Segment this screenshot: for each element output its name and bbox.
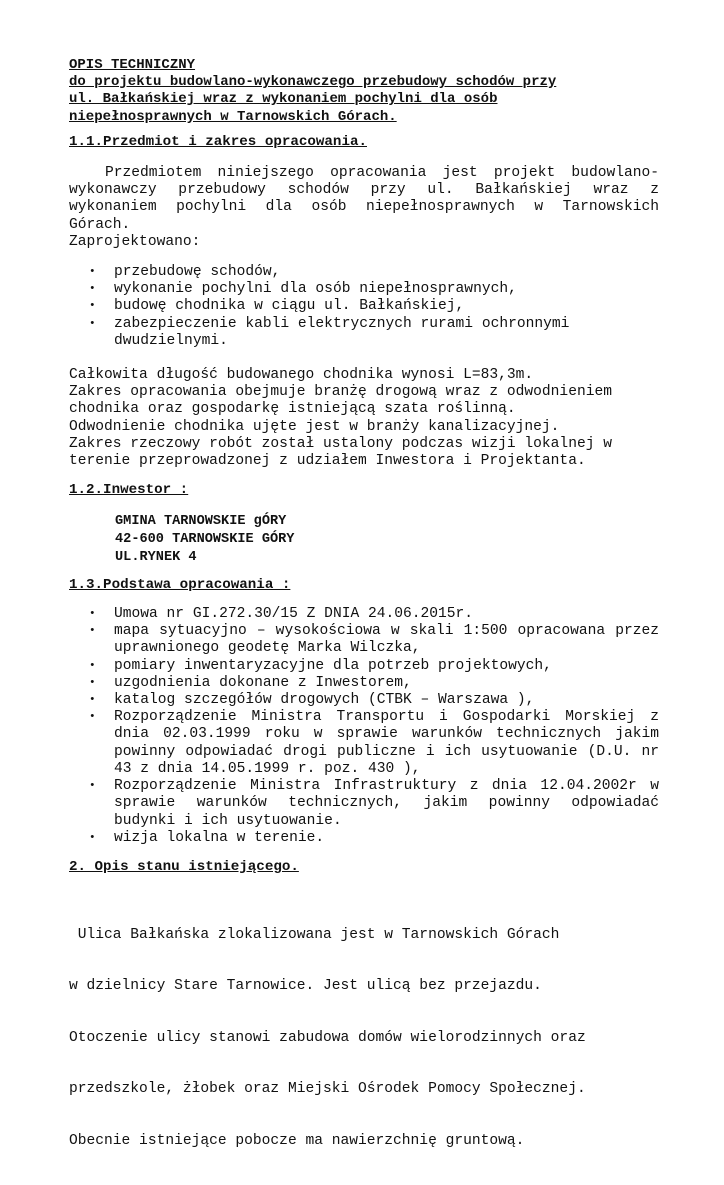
bullet-icon: • <box>89 711 96 724</box>
text-line: w dzielnicy Stare Tarnowice. Jest ulicą bez przejazdu. <box>69 978 542 995</box>
address-line: UL.RYNEK 4 <box>115 550 197 566</box>
bullet-icon: • <box>89 283 96 296</box>
section-heading-2: 2. Opis stanu istniejącego. <box>69 858 299 875</box>
bullet-icon: • <box>89 266 96 279</box>
text-line: Zakres opracowania obejmuje branżę drogową wraz z odwodnieniem chodnika oraz gospodarkę istniejącą szata roślinną. <box>69 384 612 418</box>
document-title <box>69 57 659 126</box>
list-item: • wizja lokalna w terenie. <box>89 829 325 846</box>
text-line: przedszkole, żłobek oraz Miejski Ośrodek Pomocy Społecznej. <box>69 1081 586 1098</box>
section-heading-1-3: 1.3.Podstawa opracowania : <box>69 576 291 593</box>
list-item: • Umowa nr GI.272.30/15 Z DNIA 24.06.2015r. <box>89 606 474 623</box>
list-item: • budowę chodnika w ciągu ul. Bałkańskiej, <box>89 298 465 315</box>
scope-list <box>69 264 659 350</box>
bullet-icon: • <box>89 831 96 844</box>
section-1-1-intro: Przedmiotem niniejszego opracowania jest projekt budowlano-wykonawczy przebudowy schodów przy ul. Bałkańskiej wraz z wykonaniem pochylni dla osób niepełnosprawnych w Tarnowskich Górach. <box>69 165 659 233</box>
bullet-icon: • <box>89 780 96 793</box>
text-line: Otoczenie ulicy stanowi zabudowa domów wielorodzinnych oraz <box>69 1029 586 1046</box>
address-line: GMINA TARNOWSKIE gÓRY <box>115 514 287 530</box>
list-item: • pomiary inwentaryzacyjne dla potrzeb projektowych, <box>89 657 552 674</box>
title-line: niepełnosprawnych w Tarnowskich Górach. <box>69 108 397 125</box>
list-item: • przebudowę schodów, <box>89 264 281 281</box>
list-item: • zabezpieczenie kabli elektrycznych rurami ochronnymi dwudzielnymi. <box>89 315 570 349</box>
section-1-1-details <box>69 367 659 470</box>
text-line: Ulica Bałkańska zlokalizowana jest w Tarnowskich Górach <box>69 926 560 943</box>
title-line: ul. Bałkańskiej wraz z wykonaniem pochylni dla osób <box>69 91 498 108</box>
bullet-icon: • <box>89 659 96 672</box>
text-line: Całkowita długość budowanego chodnika wynosi L=83,3m. <box>69 367 534 384</box>
list-item: • uzgodnienia dokonane z Inwestorem, <box>89 674 412 691</box>
bullet-icon: • <box>89 694 96 707</box>
bullet-icon: • <box>89 317 96 330</box>
list-item: • Rozporządzenie Ministra Transportu i Gospodarki Morskiej z dnia 02.03.1999 roku w sprawie warunków technicznych jakim powinny odpowiadać drogi publiczne i ich usytuowanie (D.U. nr 43 z dnia 14.05.1999 r. poz. 430 ), <box>89 709 659 777</box>
bullet-icon: • <box>89 300 96 313</box>
bullet-icon: • <box>89 625 96 638</box>
investor-address <box>69 513 659 566</box>
basis-list <box>69 606 659 847</box>
bullet-icon: • <box>89 676 96 689</box>
document-page <box>69 57 659 1185</box>
text-line: Obecnie istniejące pobocze ma nawierzchnię gruntową. <box>69 1132 525 1149</box>
list-item: • katalog szczegółów drogowych (CTBK – Warszawa ), <box>89 692 535 709</box>
list-item: • wykonanie pochylni dla osób niepełnosprawnych, <box>89 281 517 298</box>
title-line: do projektu budowlano-wykonawczego przebudowy schodów przy <box>69 74 557 91</box>
section-2-body <box>69 892 659 1184</box>
address-line: 42-600 TARNOWSKIE GÓRY <box>115 532 295 548</box>
text-line: Odwodnienie chodnika ujęte jest w branży kanalizacyjnej. <box>69 418 560 435</box>
text-line: Zakres rzeczowy robót został ustalony podczas wizji lokalnej w terenie przeprowadzonej z udziałem Inwestora i Projektanta. <box>69 435 612 470</box>
bullet-icon: • <box>89 608 96 621</box>
list-item: • Rozporządzenie Ministra Infrastruktury z dnia 12.04.2002r w sprawie warunków technicznych, jakim powinny odpowiadać budynki i ich usytuowanie. <box>89 778 659 829</box>
section-heading-1-2: 1.2.Inwestor : <box>69 482 189 499</box>
list-item: • mapa sytuacyjno – wysokościowa w skali 1:500 opracowana przez uprawnionego geodetę Marka Wilczka, <box>89 623 659 657</box>
title-line: OPIS TECHNICZNY <box>69 57 196 73</box>
section-heading-1-1: 1.1.Przedmiot i zakres opracowania. <box>69 133 367 150</box>
designed-label: Zaprojektowano: <box>69 233 201 250</box>
